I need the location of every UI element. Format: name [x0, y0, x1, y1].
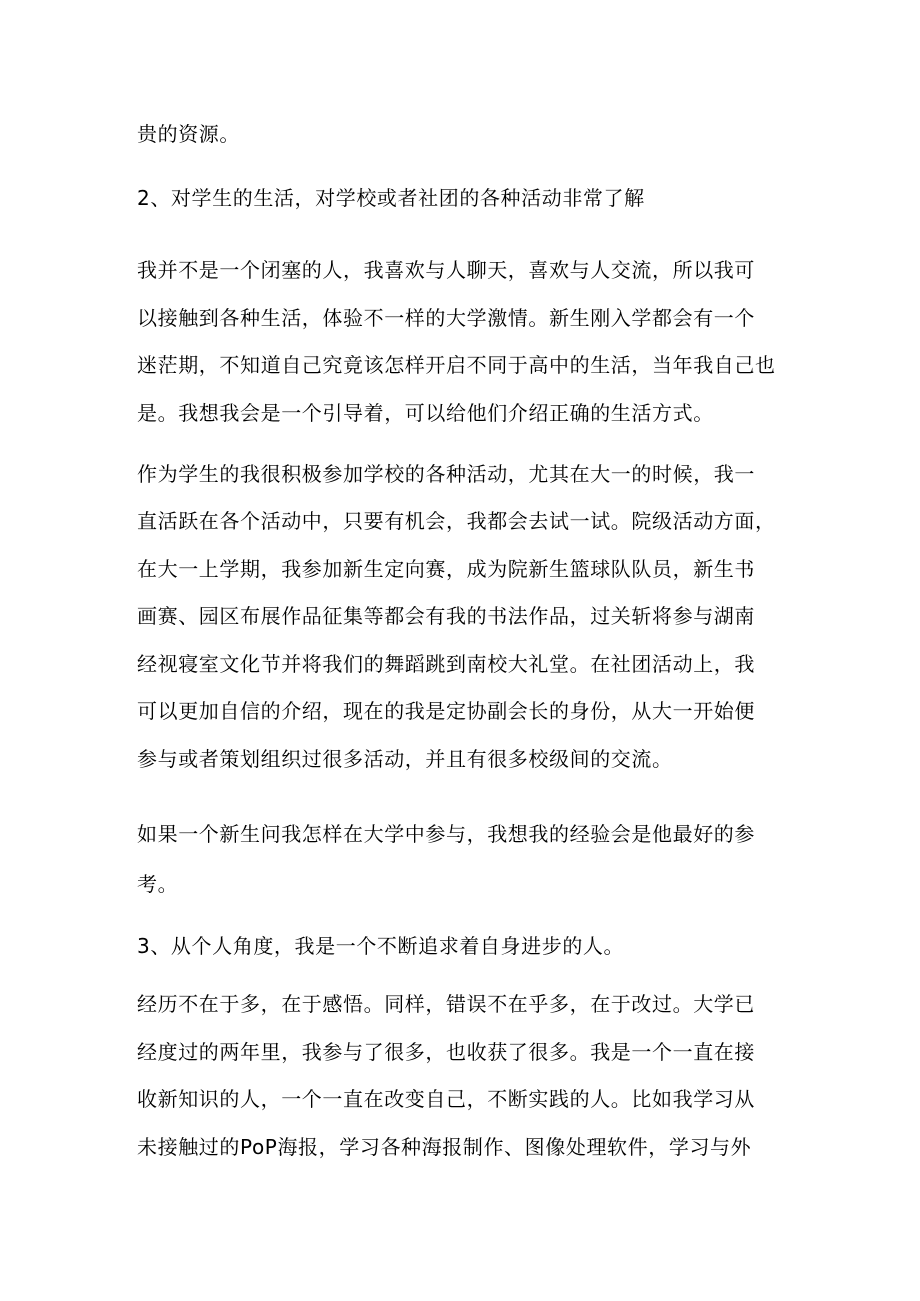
- text-line: 以接触到各种生活，体验不一样的大学激情。新生刚入学都会有一个: [137, 306, 755, 330]
- text-line: 未接触过的PoP海报，学习各种海报制作、图像处理软件，学习与外: [137, 1135, 752, 1159]
- text-line: 在大一上学期，我参加新生定向赛，成为院新生篮球队队员，新生书: [137, 557, 755, 581]
- text-line: 经视寝室文化节并将我们的舞蹈跳到南校大礼堂。在社团活动上，我: [137, 652, 755, 676]
- text-line: 直活跃在各个活动中，只要有机会，我都会去试一试。院级活动方面，: [137, 509, 776, 533]
- text-line: 我并不是一个闭塞的人，我喜欢与人聊天，喜欢与人交流，所以我可: [137, 258, 755, 282]
- section-heading: 3、从个人角度，我是一个不断追求着自身进步的人。: [137, 934, 625, 958]
- text-line: 经度过的两年里，我参与了很多，也收获了很多。我是一个一直在接: [137, 1040, 755, 1064]
- text-line: 迷茫期，不知道自己究竟该怎样开启不同于高中的生活，当年我自己也: [137, 353, 776, 377]
- text-line: 贵的资源。: [137, 122, 240, 146]
- section-heading: 2、对学生的生活，对学校或者社团的各种活动非常了解: [137, 186, 645, 210]
- text-line: 参与或者策划组织过很多活动，并且有很多校级间的交流。: [137, 747, 673, 771]
- text-line: 经历不在于多，在于感悟。同样，错误不在乎多，在于改过。大学已: [137, 992, 755, 1016]
- text-line: 考。: [137, 872, 179, 896]
- text-line: 画赛、园区布展作品征集等都会有我的书法作品，过关斩将参与湖南: [137, 604, 755, 628]
- text-line: 如果一个新生问我怎样在大学中参与，我想我的经验会是他最好的参: [137, 822, 755, 846]
- text-line: 作为学生的我很积极参加学校的各种活动，尤其在大一的时候，我一: [137, 462, 755, 486]
- text-line: 收新知识的人，一个一直在改变自己，不断实践的人。比如我学习从: [137, 1087, 755, 1111]
- text-line: 可以更加自信的介绍，现在的我是定协副会长的身份，从大一开始便: [137, 699, 755, 723]
- text-line: 是。我想我会是一个引导着，可以给他们介绍正确的生活方式。: [137, 401, 714, 425]
